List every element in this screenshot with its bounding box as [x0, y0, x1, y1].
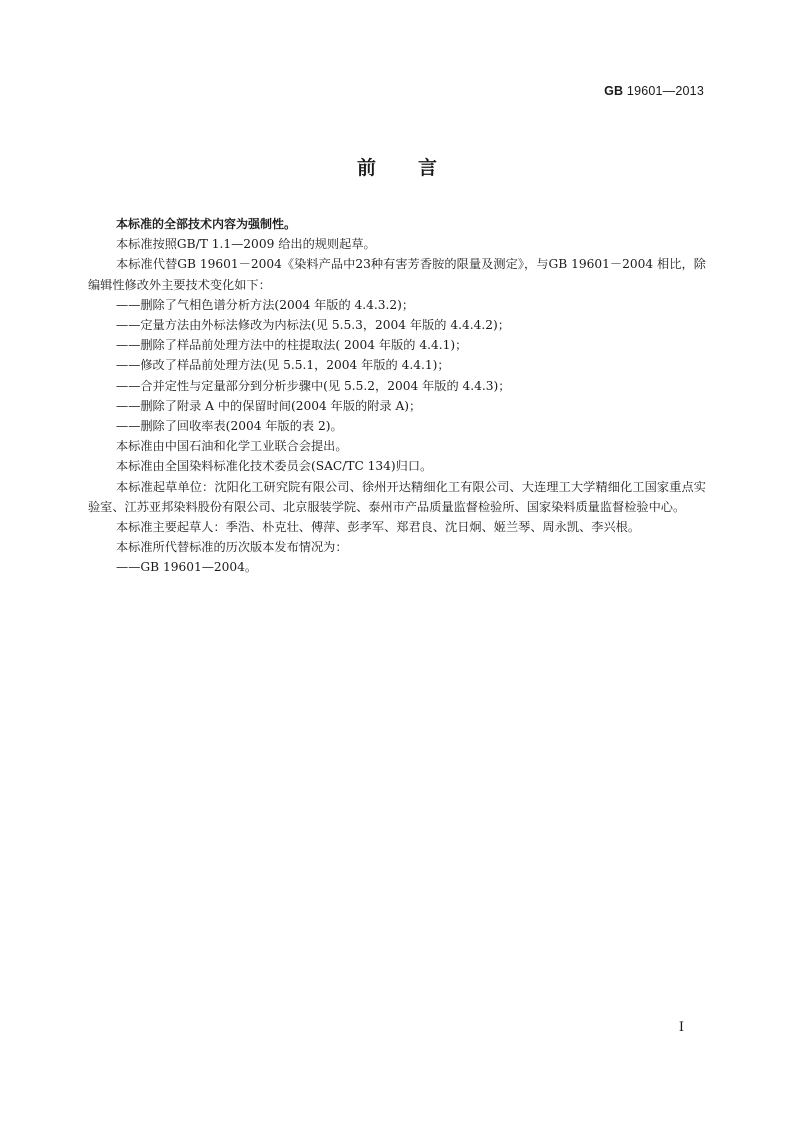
proposer-paragraph: 本标准由中国石油和化学工业联合会提出。	[116, 439, 348, 454]
document-code-number: 19601—2013	[626, 84, 704, 98]
change-item: ——删除了样品前处理方法中的柱提取法( 2004 年版的 4.4.1)；	[116, 338, 468, 353]
committee-paragraph: 本标准由全国染料标准化技术委员会(SAC/TC 134)归口。	[116, 459, 433, 474]
drafters-paragraph: 本标准主要起草人：季浩、朴克壮、傅萍、彭孝军、郑君良、沈日炯、姬兰琴、周永凯、李兴根。	[116, 520, 641, 535]
page-title	[0, 153, 794, 180]
document-code	[604, 84, 704, 98]
foreword-body	[88, 214, 706, 578]
history-item: ——GB 19601—2004。	[116, 560, 258, 575]
mandatory-statement: 本标准的全部技术内容为强制性。	[116, 217, 297, 231]
change-item: ——删除了附录 A 中的保留时间(2004 年版的附录 A)；	[116, 398, 422, 413]
change-item: ——删除了气相色谱分析方法(2004 年版的 4.4.3.2)；	[116, 297, 415, 312]
change-item: ——修改了样品前处理方法(见 5.5.1，2004 年版的 4.4.1)；	[116, 358, 450, 373]
title-char-2: 言	[418, 157, 438, 179]
change-item: ——合并定性与定量部分到分析步骤中(见 5.5.2，2004 年版的 4.4.3)；	[116, 378, 511, 393]
replacement-paragraph: 本标准代替GB 19601－2004《染料产品中23种有害芳香胺的限量及测定》，与GB 19601－2004 相比，除编辑性修改外主要技术变化如下：	[88, 257, 706, 292]
page-number: I	[678, 1020, 684, 1035]
title-char-1: 前	[356, 157, 376, 179]
change-item: ——定量方法由外标法修改为内标法(见 5.5.3，2004 年版的 4.4.4.2)；	[116, 318, 510, 333]
document-code-prefix: GB	[604, 84, 624, 98]
drafting-rules-paragraph: 本标准按照GB/T 1.1—2009 给出的规则起草。	[116, 237, 376, 252]
change-item: ——删除了回收率表(2004 年版的表 2)。	[116, 419, 343, 434]
history-paragraph: 本标准所代替标准的历次版本发布情况为：	[116, 540, 348, 555]
drafting-units-paragraph: 本标准起草单位：沈阳化工研究院有限公司、徐州开达精细化工有限公司、大连理工大学精细化工国家重点实验室、江苏亚邦染料股份有限公司、北京服装学院、泰州市产品质量监督检验所、国家染料质量监督检验中心。	[88, 479, 706, 514]
